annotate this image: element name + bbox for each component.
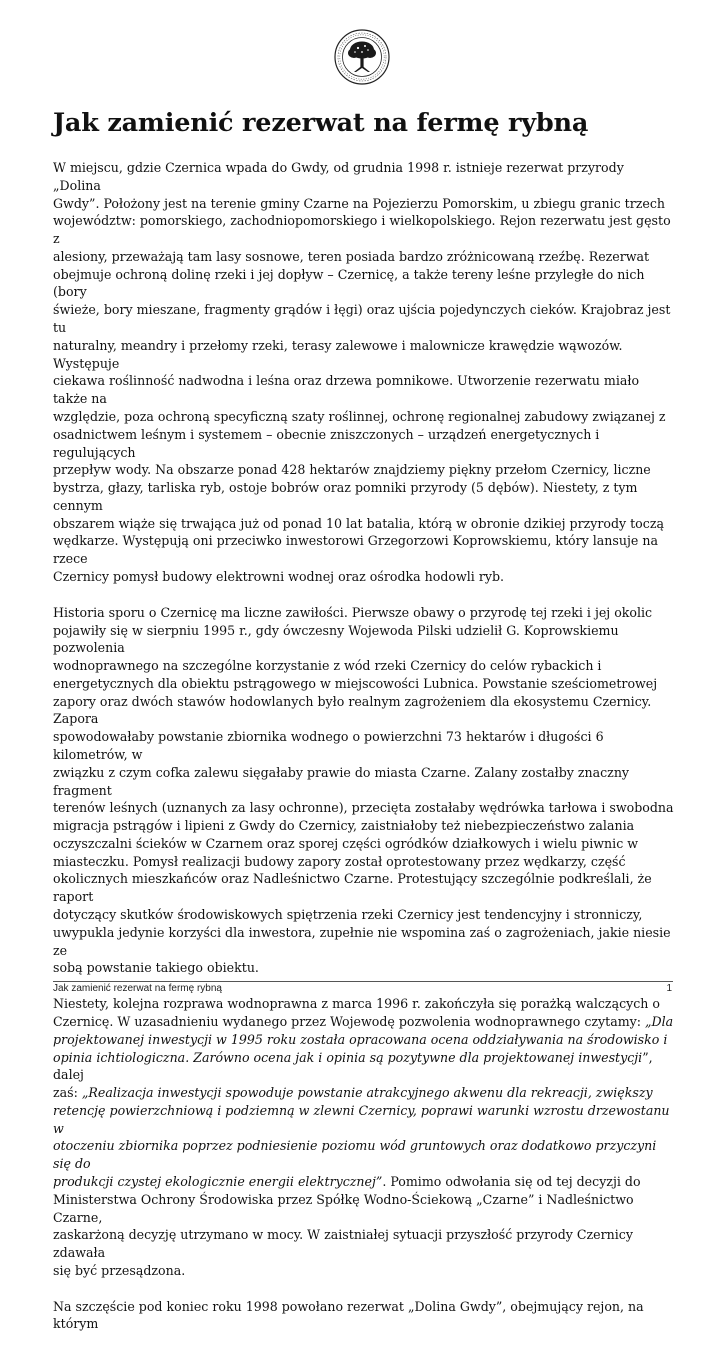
text-run: pojawiły się w sierpniu 1995 r., gdy ówczesny Wojewoda Pilski udzielił G. Koprowskiemu pozwolenia [53,622,619,656]
text-run: województw: pomorskiego, zachodniopomorskiego i wielkopolskiego. Rejon rezerwatu jest gęsto z [53,213,671,247]
text-run: względzie, poza ochroną specyficzną szaty roślinnej, ochronę regionalnej zabudowy związanej z [53,408,666,424]
text-run: zaskarżoną decyzję utrzymano w mocy. W zaistniałej sytuacji przyszłość przyrody Czernicy zdawała [53,1227,633,1261]
text-run: terenów leśnych (uznanych za lasy ochronne), przecięta zostałaby wędrówka tarłowa i swobodna [53,800,674,816]
paragraph [53,159,674,586]
article-title: Jak zamienić rezerwat na fermę rybną [53,108,589,138]
text-run: alesiony, przeważają tam lasy sosnowe, teren posiada bardzo zróżnicowaną rzeźbę. Rezerwat [53,248,650,264]
text-run: przepływ wody. Na obszarze ponad 428 hektarów znajdziemy piękny przełom Czernicy, liczne [53,462,651,478]
text-run: obszarem wiąże się trwająca już od ponad 10 lat batalia, którą w obronie dzikiej przyrody toczą [53,515,664,531]
quoted-text: retencję powierzchniową i podziemną w zlewni Czernicy, poprawi warunki wzrostu drzewostanu w [53,1102,670,1136]
text-run: migracja pstrągów i lipieni z Gwdy do Czernicy, zaistniałoby też niebezpieczeństwo zalania [53,818,635,834]
text-run: zaś: [53,1085,82,1101]
text-run: ”, dalej [53,1049,653,1083]
text-run: bystrza, głazy, tarliska ryb, ostoje bobrów oraz pomniki przyrody (5 dębów). Niestety, z tym cennym [53,480,638,513]
text-run: obejmuje ochroną dolinę rzeki i jej dopływ – Czernicę, a także tereny leśne przyległe do nich (bory [53,266,645,300]
text-run: Gwdy”. Położony jest na terenie gminy Czarne na Pojezierzu Pomorskim, u zbiegu granic trzech [53,195,665,211]
quoted-text: projektowanej inwestycji w 1995 roku została opracowana ocena oddziaływania na środowisko i [53,1031,668,1047]
article-body [53,159,674,1351]
text-run: miasteczku. Pomysł realizacji budowy zapory został oprotestowany przez wędkarzy, część [53,853,626,869]
paragraph [53,1298,674,1334]
text-run: sobą powstanie takiego obiektu. [53,960,259,976]
tree-seal-icon [334,29,390,85]
paragraph [53,604,674,977]
text-run: . Pomimo odwołania się od tej decyzji do [382,1173,641,1189]
text-run: Historia sporu o Czernicę ma liczne zawiłości. Pierwsze obawy o przyrodę tej rzeki i jej okolic [53,604,653,620]
text-run: się być przesądzona. [53,1262,186,1278]
text-run: ciekawa roślinność nadwodna i leśna oraz drzewa pomnikowe. Utworzenie rezerwatu miało także na [53,373,640,407]
text-run: okolicznych mieszkańców oraz Nadleśnictwo Czarne. Protestujący szczególnie podkreślali, że raport [53,871,652,905]
quoted-text: produkcji czystej ekologicznie energii elektrycznej” [53,1173,383,1189]
text-run: wodnoprawnego na szczególne korzystanie z wód rzeki Czernicy do celów rybackich i [53,658,602,674]
text-run: Ministerstwa Ochrony Środowiska przez Spółkę Wodno-Ściekową „Czarne” i Nadleśnictwo Czarne, [53,1191,634,1225]
quoted-text: opinia ichtiologiczna. Zarówno ocena jak i opinia są pozytywne dla projektowanej inwestycji [53,1049,643,1065]
text-run: oczyszczalni ścieków w Czarnem oraz sporej części ogródków działkowych i wielu piwnic w [53,835,639,851]
footer-title: Jak zamienić rezerwat na fermę rybną [53,983,222,994]
quoted-text: otoczeniu zbiornika poprzez podniesienie poziomu wód gruntowych oraz dodatkowo przyczyni się do [53,1138,657,1172]
text-run: zapory oraz dwóch stawów hodowlanych było realnym zagrożeniem dla ekosystemu Czernicy. Zapora [53,693,652,727]
text-run: spowodowałaby powstanie zbiornika wodnego o powierzchni 73 hektarów i długości 6 kilometrów, w [53,729,604,762]
text-run: Niestety, kolejna rozprawa wodnoprawna z marca 1996 r. zakończyła się porażką walczących o [53,996,660,1012]
text-run: wędkarze. Występują oni przeciwko inwestorowi Grzegorzowi Koprowskiemu, który lansuje na rzece [53,533,658,567]
page-number: 1 [666,983,672,994]
quoted-text: „Dla [645,1013,674,1029]
footer-divider [53,981,673,982]
text-run: związku z czym cofka zalewu sięgałaby prawie do miasta Czarne. Zalany zostałby znaczny fragment [53,764,630,798]
paragraph [53,995,674,1280]
quoted-text: „Realizacja inwestycji spowoduje powstanie atrakcyjnego akwenu dla rekreacji, zwiększy [81,1085,653,1101]
text-run: Czernicę. W uzasadnieniu wydanego przez Wojewodę pozwolenia wodnoprawnego czytamy: [53,1013,646,1029]
text-run: świeże, bory mieszane, fragmenty grądów i łęgi) oraz ujścia pojedynczych cieków. Krajobraz jest tu [53,302,671,336]
text-run: naturalny, meandry i przełomy rzeki, terasy zalewowe i malownicze krawędzie wąwozów. Występuje [53,337,623,371]
text-run: dotyczący skutków środowiskowych spiętrzenia rzeki Czernicy jest tendencyjny i stronniczy, [53,907,643,923]
text-run: uwypukla jedynie korzyści dla inwestora, zupełnie nie wspomina zaś o zagrożeniach, jakie niesie ze [53,924,671,958]
text-run: energetycznych dla obiektu pstrągowego w miejscowości Lubnica. Powstanie sześciometrowej [53,675,658,691]
text-run: osadnictwem leśnym i systemem – obecnie zniszczonych – urządzeń energetycznych i regulujących [53,426,600,460]
text-run: W miejscu, gdzie Czernica wpada do Gwdy, od grudnia 1998 r. istnieje rezerwat przyrody „Dolina [53,160,624,193]
text-run: Na szczęście pod koniec roku 1998 powołano rezerwat „Dolina Gwdy”, obejmujący rejon, na którym [53,1298,644,1332]
text-run: Czernicy pomysł budowy elektrowni wodnej oraz ośrodka hodowli ryb. [53,568,505,584]
